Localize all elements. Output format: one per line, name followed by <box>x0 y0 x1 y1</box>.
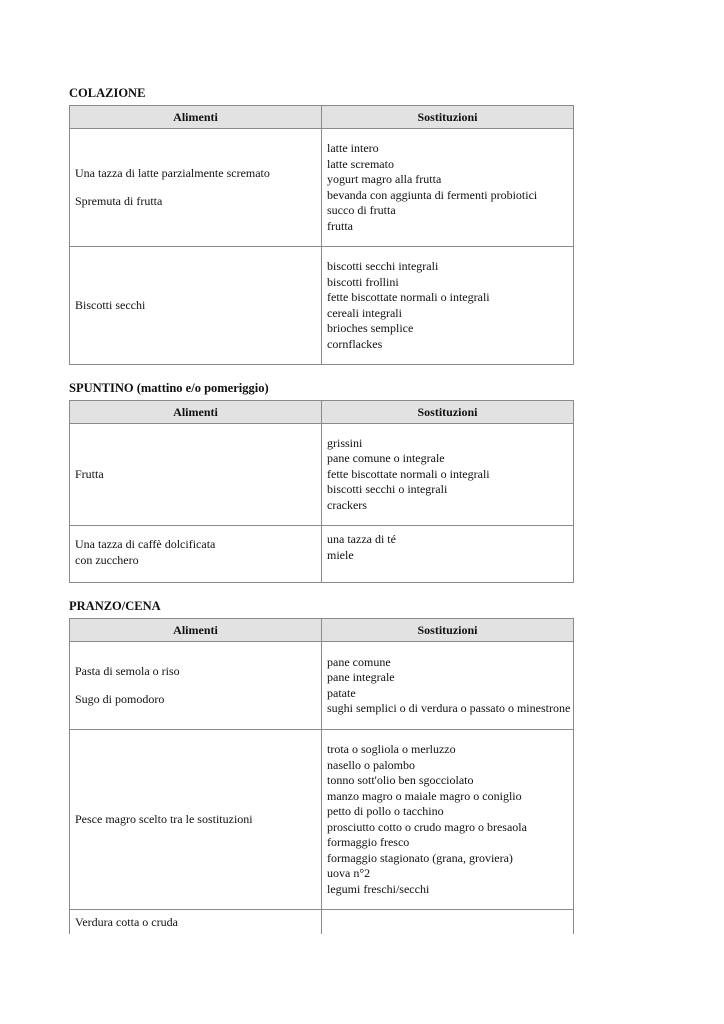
substitution-item: manzo magro o maiale magro o coniglio <box>327 788 522 803</box>
food-item: Verdura cotta o cruda <box>75 915 178 929</box>
food-item: Frutta <box>75 466 104 481</box>
column-header-alimenti: Alimenti <box>70 619 322 642</box>
substitutions-cell <box>322 129 574 247</box>
substitution-item: biscotti frollini <box>327 274 399 289</box>
substitution-item: brioches semplice <box>327 321 414 335</box>
table-header-row <box>70 401 574 424</box>
column-header-sostituzioni: Sostituzioni <box>322 619 574 642</box>
substitution-item: tonno sott'olio ben sgocciolato <box>327 773 474 787</box>
substitution-item: prosciutto cotto o crudo magro o bresaola <box>327 819 527 834</box>
table-row <box>70 730 574 910</box>
food-item: Sugo di pomodoro <box>75 691 165 706</box>
substitution-item: miele <box>327 547 354 562</box>
substitution-item: formaggio fresco <box>327 835 410 849</box>
pranzo-cena-table <box>69 618 574 970</box>
food-cell <box>70 730 322 910</box>
substitution-item: trota o sogliola o merluzzo <box>327 742 456 756</box>
table-row <box>70 247 574 365</box>
column-header-alimenti: Alimenti <box>70 401 322 424</box>
substitution-item: biscotti secchi integrali <box>327 259 439 273</box>
substitution-item: crackers <box>327 497 367 512</box>
substitution-item: fette biscottate normali o integrali <box>327 466 490 481</box>
food-item: Una tazza di latte parzialmente scremato <box>75 165 270 180</box>
table-row <box>70 129 574 247</box>
substitutions-cell <box>322 642 574 730</box>
substitutions-cell <box>322 424 574 526</box>
section-title-spuntino: SPUNTINO (mattino e/o pomeriggio) <box>69 381 269 395</box>
substitution-item: biscotti secchi o integrali <box>327 482 448 497</box>
food-item: Spremuta di frutta <box>75 193 163 208</box>
section-title-colazione: COLAZIONE <box>69 86 146 100</box>
table-row <box>70 424 574 526</box>
substitution-item: una tazza di té <box>327 532 396 546</box>
substitution-item: pane comune <box>327 654 391 669</box>
table-row <box>70 642 574 730</box>
substitution-item: fette biscottate normali o integrali <box>327 290 490 304</box>
column-header-alimenti: Alimenti <box>70 106 322 129</box>
substitution-item: petto di pollo o tacchino <box>327 804 444 818</box>
colazione-table <box>69 105 574 365</box>
table-header-row <box>70 106 574 129</box>
substitution-item: sughi semplici o di verdura o passato o minestrone <box>327 701 571 715</box>
food-item: Una tazza di caffè dolcificata <box>75 537 216 551</box>
column-header-sostituzioni: Sostituzioni <box>322 106 574 129</box>
substitution-item: pane integrale <box>327 670 395 684</box>
column-header-sostituzioni: Sostituzioni <box>322 401 574 424</box>
substitution-item: pane comune o integrale <box>327 451 445 466</box>
table-header-row <box>70 619 574 642</box>
substitution-item: latte scremato <box>327 156 394 171</box>
substitution-item: nasello o palombo <box>327 757 415 772</box>
food-cell <box>70 129 322 247</box>
food-item: Biscotti secchi <box>75 297 146 312</box>
substitution-item: patate <box>327 685 356 700</box>
substitutions-cell <box>322 526 574 583</box>
food-item: con zucchero <box>75 552 139 567</box>
substitution-item: cereali integrali <box>327 305 402 320</box>
substitution-item: formaggio stagionato (grana, groviera) <box>327 850 513 865</box>
food-cell <box>70 526 322 583</box>
substitution-item: bevanda con aggiunta di fermenti probiotici <box>327 187 538 202</box>
food-item: Pasta di semola o riso <box>75 663 180 678</box>
substitution-item: grissini <box>327 435 363 450</box>
substitution-item: frutta <box>327 218 353 233</box>
substitutions-cell <box>322 730 574 910</box>
substitution-item: yogurt magro alla frutta <box>327 172 442 186</box>
page-bottom-margin <box>0 934 724 1024</box>
food-cell <box>70 642 322 730</box>
substitution-item: legumi freschi/secchi <box>327 881 430 896</box>
section-title-pranzo-cena: PRANZO/CENA <box>69 599 161 613</box>
food-item: Pesce magro scelto tra le sostituzioni <box>75 811 253 826</box>
substitution-item: succo di frutta <box>327 203 396 217</box>
substitution-item: latte intero <box>327 141 379 155</box>
substitutions-cell <box>322 247 574 365</box>
substitution-item: cornflackes <box>327 336 383 351</box>
substitution-item: uova n°2 <box>327 866 371 880</box>
spuntino-table <box>69 400 574 583</box>
food-cell <box>70 424 322 526</box>
table-row <box>70 526 574 583</box>
food-cell <box>70 247 322 365</box>
